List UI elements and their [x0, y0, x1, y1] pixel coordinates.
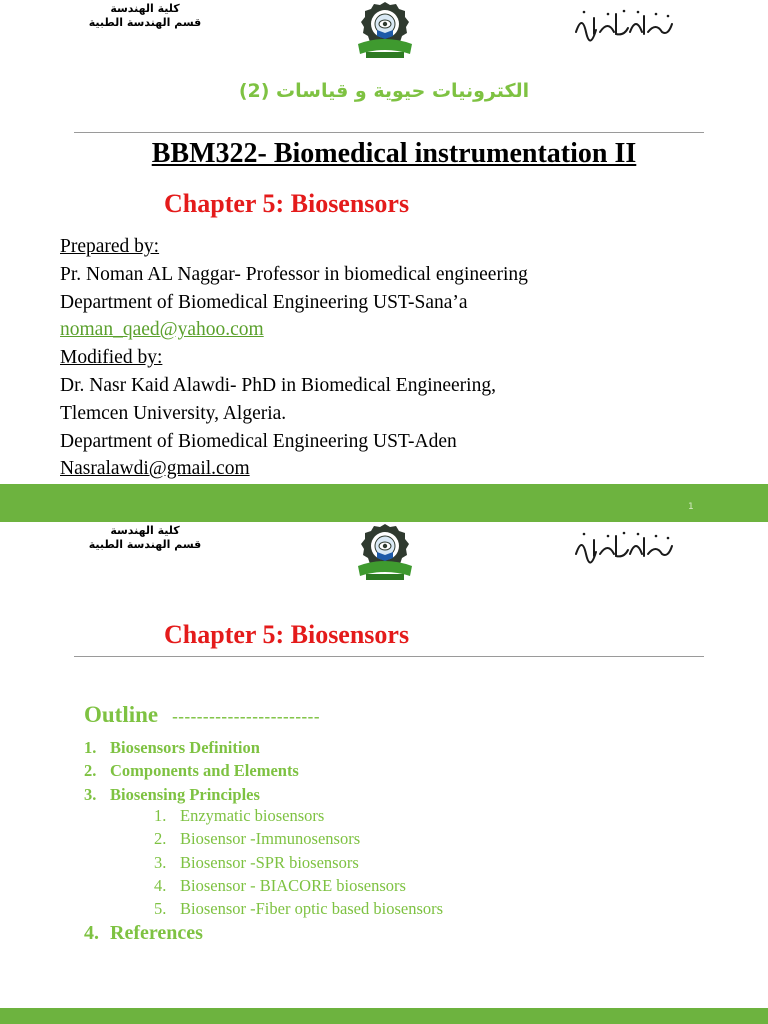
faculty-name: كلية الهندسة — [110, 2, 180, 15]
slide-separator-bar — [0, 484, 768, 522]
references-item: 4. References — [84, 922, 203, 944]
page-number: 1 — [688, 502, 694, 512]
list-item: 4. Biosensor - BIACORE biosensors — [154, 875, 406, 895]
course-title: BBM322- Biomedical instrumentation II — [151, 138, 637, 169]
prepared-by-label: Prepared by: — [60, 236, 160, 257]
outline-heading — [84, 702, 320, 728]
university-logo-icon — [352, 0, 418, 60]
list-item: 1. Biosensors Definition — [84, 738, 260, 757]
university-logo-icon — [352, 522, 418, 582]
outline-label: Outline — [84, 702, 159, 727]
list-item: 2. Biosensor -Immunosensors — [154, 829, 361, 849]
outline-list — [84, 736, 299, 806]
modified-by-name: Dr. Nasr Kaid Alawdi- PhD in Biomedical Engineering, — [60, 374, 496, 396]
list-item: 1. Enzymatic biosensors — [154, 806, 325, 825]
modified-by-label: Modified by: — [60, 347, 163, 369]
bottom-green-bar — [0, 1008, 768, 1024]
outline-dashes: ------------------------ — [172, 707, 320, 726]
chapter-title: Chapter 5: Biosensors — [164, 189, 410, 218]
prepared-by-email-link[interactable]: noman_qaed@yahoo.com — [60, 319, 264, 341]
author-info — [60, 233, 528, 480]
modified-by-department: Department of Biomedical Engineering UST-Aden — [60, 430, 457, 452]
department-name: قسم الهندسة الطبية — [88, 16, 202, 29]
faculty-header-text — [60, 2, 230, 30]
divider — [74, 132, 704, 133]
list-item: 3. Biosensing Principles — [84, 784, 260, 804]
arabic-course-title: الكترونيات حيوية و قياسات (2) — [238, 80, 530, 102]
modified-by-email-link[interactable]: Nasralawdi@gmail.com — [60, 458, 250, 480]
slide-2 — [0, 522, 768, 1024]
university-calligraphy-logo-icon — [572, 528, 676, 564]
faculty-name: كلية الهندسة — [110, 524, 180, 537]
list-item: 5. Biosensor -Fiber optic based biosensors — [154, 899, 444, 919]
list-item: 2. Components and Elements — [84, 761, 299, 781]
prepared-by-department: Department of Biomedical Engineering UST-Sana’a — [60, 291, 468, 313]
university-calligraphy-logo-icon — [572, 6, 676, 42]
divider — [74, 656, 704, 657]
faculty-header-text — [60, 524, 230, 552]
chapter-title: Chapter 5: Biosensors — [164, 620, 410, 649]
slide-1 — [0, 0, 768, 480]
list-item: 3. Biosensor -SPR biosensors — [154, 852, 359, 872]
prepared-by-name: Pr. Noman AL Naggar- Professor in biomedical engineering — [60, 263, 528, 285]
modified-by-university: Tlemcen University, Algeria. — [60, 402, 287, 424]
outline-sublist — [154, 804, 443, 920]
department-name: قسم الهندسة الطبية — [88, 538, 202, 551]
